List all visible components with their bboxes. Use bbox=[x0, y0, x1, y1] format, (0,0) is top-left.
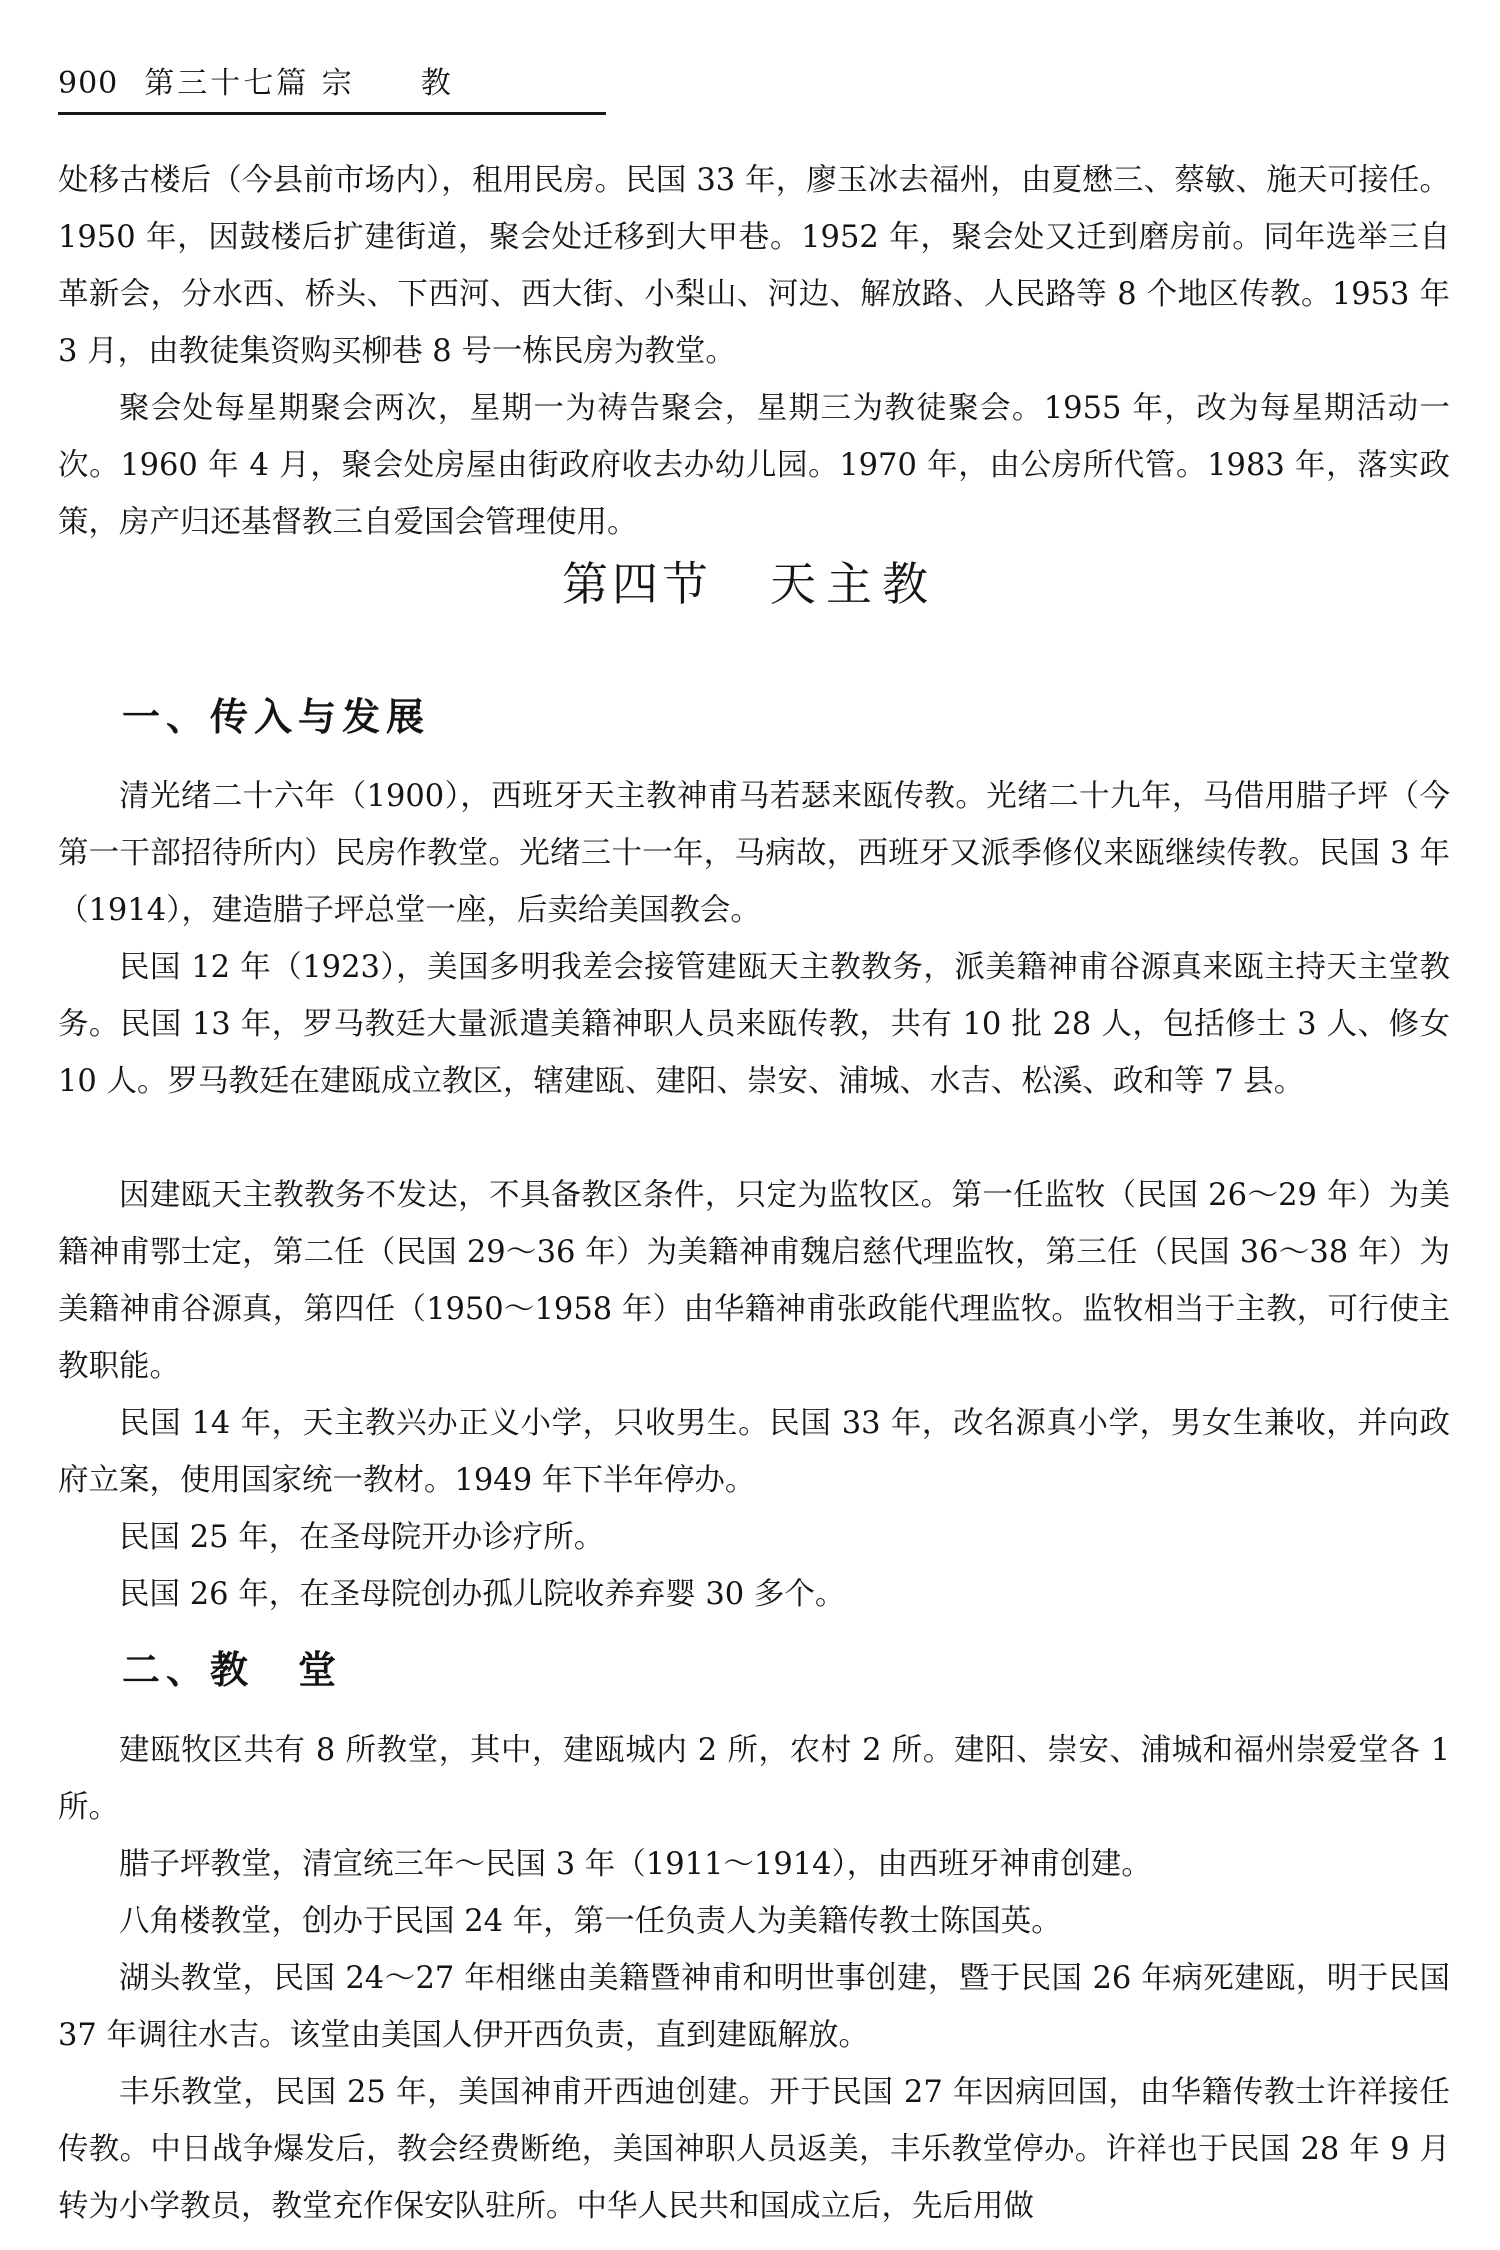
paragraph: 民国 12 年（1923），美国多明我差会接管建瓯天主教教务，派美籍神甫谷源真来瓯主持天主堂教务。民国 13 年，罗马教廷大量派遣美籍神职人员来瓯传教，共有 10 批 28 人，包括修士 3 人、修女 10 人。罗马教廷在建瓯成立教区，辖建瓯、建阳、崇安、浦城、水吉、松溪、政和等 7 县。 bbox=[58, 950, 1450, 1099]
subsection-heading: 二、教 堂 bbox=[122, 1648, 343, 1692]
header-rule bbox=[58, 112, 606, 115]
running-header bbox=[58, 64, 606, 104]
paragraph: 清光绪二十六年（1900），西班牙天主教神甫马若瑟来瓯传教。光绪二十九年，马借用腊子坪（今第一干部招待所内）民房作教堂。光绪三十一年，马病故，西班牙又派季修仪来瓯继续传教。民国 3 年（1914），建造腊子坪总堂一座，后卖给美国教会。 bbox=[58, 779, 1450, 928]
paragraph: 八角楼教堂，创办于民国 24 年，第一任负责人为美籍传教士陈国英。 bbox=[119, 1904, 1062, 1939]
paragraph: 处移古楼后（今县前市场内），租用民房。民国 33 年，廖玉冰去福州，由夏懋三、蔡敏、施天可接任。1950 年，因鼓楼后扩建街道，聚会处迁移到大甲巷。1952 年，聚会处又迁到磨房前。同年选举三自革新会，分水西、桥头、下西河、西大街、小梨山、河边、解放路、人民路等 8 个地区传教。1953 年 3 月，由教徒集资购买柳巷 8 号一栋民房为教堂。 bbox=[58, 163, 1450, 369]
section-title bbox=[0, 554, 1500, 614]
paragraph: 丰乐教堂，民国 25 年，美国神甫开西迪创建。开于民国 27 年因病回国，由华籍传教士许祥接任传教。中日战争爆发后，教会经费断绝，美国神职人员返美，丰乐教堂停办。许祥也于民国 28 年 9 月转为小学教员，教堂充作保安队驻所。中华人民共和国成立后，先后用做 bbox=[58, 2075, 1450, 2224]
paragraph: 民国 26 年，在圣母院创办孤儿院收养弃婴 30 多个。 bbox=[119, 1577, 846, 1612]
paragraph: 聚会处每星期聚会两次，星期一为祷告聚会，星期三为教徒聚会。1955 年，改为每星期活动一次。1960 年 4 月，聚会处房屋由街政府收去办幼儿园。1970 年，由公房所代管。1983 年，落实政策，房产归还基督教三自爱国会管理使用。 bbox=[58, 391, 1450, 540]
section-name: 天主教 bbox=[770, 557, 938, 611]
subsection-heading: 一、传入与发展 bbox=[122, 695, 431, 739]
paragraph: 因建瓯天主教教务不发达，不具备教区条件，只定为监牧区。第一任监牧（民国 26～29 年）为美籍神甫鄂士定，第二任（民国 29～36 年）为美籍神甫魏启慈代理监牧，第三任（民国 36～38 年）为美籍神甫谷源真，第四任（1950～1958 年）由华籍神甫张政能代理监牧。监牧相当于主教，可行使主教职能。 bbox=[58, 1178, 1450, 1384]
page-number: 900 bbox=[58, 66, 119, 101]
paragraph: 民国 14 年，天主教兴办正义小学，只收男生。民国 33 年，改名源真小学，男女生兼收，并向政府立案，使用国家统一教材。1949 年下半年停办。 bbox=[58, 1406, 1450, 1498]
paragraph: 建瓯牧区共有 8 所教堂，其中，建瓯城内 2 所，农村 2 所。建阳、崇安、浦城和福州崇爱堂各 1 所。 bbox=[58, 1733, 1450, 1825]
chapter-title: 第三十七篇 宗 教 bbox=[144, 66, 454, 101]
paragraph: 湖头教堂，民国 24～27 年相继由美籍暨神甫和明世事创建，暨于民国 26 年病死建瓯，明于民国 37 年调往水吉。该堂由美国人伊开西负责，直到建瓯解放。 bbox=[58, 1961, 1450, 2053]
paragraph: 腊子坪教堂，清宣统三年～民国 3 年（1911～1914），由西班牙神甫创建。 bbox=[119, 1847, 1152, 1882]
paragraph: 民国 25 年，在圣母院开办诊疗所。 bbox=[119, 1520, 605, 1555]
section-number: 第四节 bbox=[562, 557, 712, 611]
